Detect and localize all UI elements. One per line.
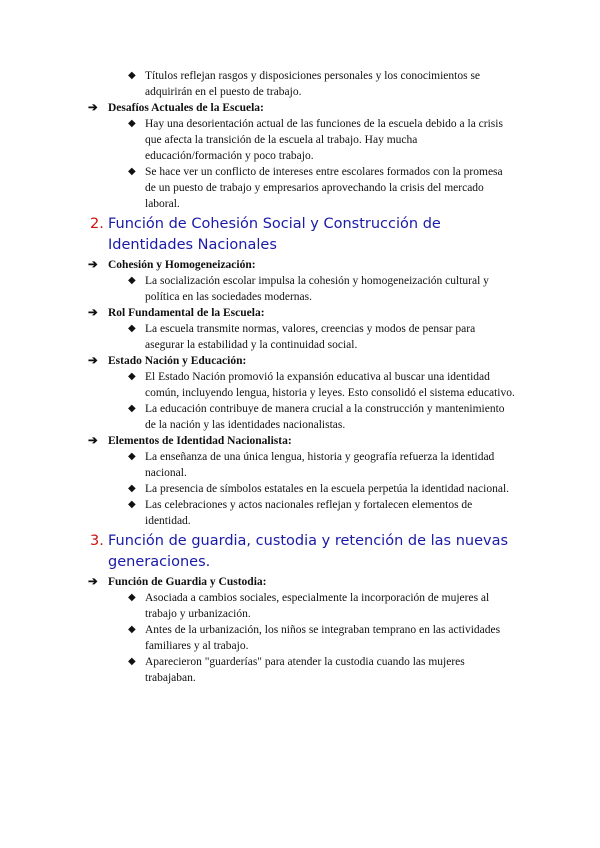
arrow-bullet-icon: ➔	[88, 102, 98, 114]
section-number: 2.	[90, 216, 104, 232]
section-title: Función de guardia, custodia y retención de las nuevas generaciones.	[108, 533, 509, 570]
list-item	[128, 654, 515, 686]
list-item-text: La presencia de símbolos estatales en la escuela perpetúa la identidad nacional.	[145, 483, 510, 495]
list-item	[128, 369, 515, 401]
list-item	[128, 481, 515, 497]
section-title: Función de Cohesión Social y Construcción de Identidades Nacionales	[108, 216, 441, 253]
subheading-text: Rol Fundamental de la Escuela:	[108, 307, 265, 319]
list-item	[128, 164, 515, 212]
list-item-text: La escuela transmite normas, valores, creencias y modos de pensar para asegurar la estabilidad y la continuidad social.	[145, 323, 476, 351]
diamond-bullet-icon: ◆	[128, 70, 136, 81]
diamond-bullet-icon: ◆	[128, 403, 136, 414]
subheading	[88, 353, 600, 369]
arrow-bullet-icon: ➔	[88, 307, 98, 319]
subheading-text: Función de Guardia y Custodia:	[108, 576, 267, 588]
list-item	[128, 116, 515, 164]
list-item-text: La socialización escolar impulsa la cohesión y homogeneización cultural y política en las sociedades modernas.	[145, 275, 489, 303]
list-item-text: La enseñanza de una única lengua, historia y geografía refuerza la identidad nacional.	[145, 451, 495, 479]
subheading	[88, 305, 600, 321]
list-item-text: El Estado Nación promovió la expansión educativa al buscar una identidad común, incluyendo lengua, historia y leyes. Esto consolidó el sistema educativo.	[145, 371, 515, 399]
list-item	[128, 449, 515, 481]
list-item-text: Títulos reflejan rasgos y disposiciones personales y los conocimientos se adquirirán en el puesto de trabajo.	[145, 70, 481, 98]
list-item-text: Las celebraciones y actos nacionales reflejan y fortalecen elementos de identidad.	[145, 499, 473, 527]
subheading-text: Desafíos Actuales de la Escuela:	[108, 102, 264, 114]
diamond-bullet-icon: ◆	[128, 371, 136, 382]
diamond-bullet-icon: ◆	[128, 499, 136, 510]
list-item-text: Se hace ver un conflicto de intereses entre escolares formados con la promesa de un puesto de trabajo y empresarios aprovechando la crisis del mercado laboral.	[145, 166, 503, 210]
subheading-text: Estado Nación y Educación:	[108, 355, 247, 367]
list-item	[128, 590, 515, 622]
arrow-bullet-icon: ➔	[88, 576, 98, 588]
subheading	[88, 257, 600, 273]
section-heading	[90, 531, 528, 573]
diamond-bullet-icon: ◆	[128, 624, 136, 635]
list-item-text: La educación contribuye de manera crucial a la construcción y mantenimiento de la nación y las identidades nacionalistas.	[145, 403, 505, 431]
subheading	[88, 574, 600, 590]
arrow-bullet-icon: ➔	[88, 259, 98, 271]
diamond-bullet-icon: ◆	[128, 323, 136, 334]
list-item	[128, 401, 515, 433]
document-page	[0, 68, 600, 686]
list-item	[128, 321, 515, 353]
diamond-bullet-icon: ◆	[128, 483, 136, 494]
subheading	[88, 433, 600, 449]
arrow-bullet-icon: ➔	[88, 435, 98, 447]
diamond-bullet-icon: ◆	[128, 451, 136, 462]
subheading-text: Cohesión y Homogeneización:	[108, 259, 256, 271]
diamond-bullet-icon: ◆	[128, 592, 136, 603]
subheading-text: Elementos de Identidad Nacionalista:	[108, 435, 292, 447]
list-item	[128, 622, 515, 654]
list-item	[128, 68, 515, 100]
arrow-bullet-icon: ➔	[88, 355, 98, 367]
section-heading	[90, 214, 528, 256]
list-item-text: Aparecieron "guarderías" para atender la custodia cuando las mujeres trabajaban.	[145, 656, 465, 684]
section-number: 3.	[90, 533, 104, 549]
diamond-bullet-icon: ◆	[128, 275, 136, 286]
list-item	[128, 497, 515, 529]
diamond-bullet-icon: ◆	[128, 166, 136, 177]
list-item-text: Antes de la urbanización, los niños se integraban temprano en las actividades familiares y al trabajo.	[145, 624, 501, 652]
diamond-bullet-icon: ◆	[128, 118, 136, 129]
diamond-bullet-icon: ◆	[128, 656, 136, 667]
list-item-text: Hay una desorientación actual de las funciones de la escuela debido a la crisis que afecta la transición de la escuela al trabajo. Hay mucha educación/formación y poco trabajo.	[145, 118, 503, 162]
list-item-text: Asociada a cambios sociales, especialmente la incorporación de mujeres al trabajo y urbanización.	[145, 592, 490, 620]
subheading	[88, 100, 600, 116]
list-item	[128, 273, 515, 305]
